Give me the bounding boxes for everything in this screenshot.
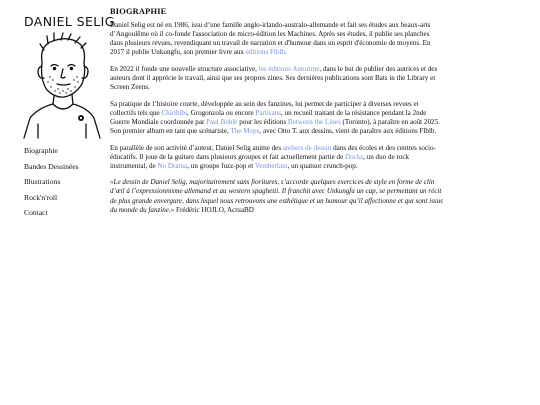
link-partisans[interactable]: Partisans bbox=[255, 108, 282, 117]
link-paul-bohle[interactable]: Paul Bohle bbox=[206, 117, 238, 126]
paragraph-text: , avec Otto T. aux dessins, vient de paraître aux éditions Flblb. bbox=[259, 126, 437, 135]
bio-paragraph-2 bbox=[110, 65, 444, 92]
link-the-mops[interactable]: The Mops bbox=[230, 126, 260, 135]
paragraph-text: , Grogonzola ou encore bbox=[187, 108, 256, 117]
paragraph-text: En 2022 il fonde une nouvelle structure associative, bbox=[110, 64, 259, 73]
site-logo[interactable]: DANIEL SELIG bbox=[24, 14, 115, 29]
nav-item-biographie[interactable]: Biographie bbox=[24, 146, 58, 155]
press-quote bbox=[110, 178, 444, 214]
link-between-the-lines[interactable]: Between the Lines bbox=[287, 117, 341, 126]
paragraph-text: , un groupe fuzz-pop et bbox=[187, 161, 255, 170]
paragraph-text: , dans le but de publier des autrices et des auteurs dont il apprécie le travail, ainsi que ses propres zines. Ses dernières publications sont Bats in the Library et Screen Zeens. bbox=[110, 64, 438, 92]
link-editions-flblb[interactable]: éditions Flblb bbox=[245, 48, 285, 57]
bio-paragraph-3 bbox=[110, 100, 444, 136]
paragraph-text: (Toronto), à paraître en août 2025. Son premier album en tant que scénariste, bbox=[110, 117, 440, 135]
link-docks[interactable]: Docks bbox=[345, 152, 364, 161]
link-chiribibi[interactable]: Chiribibi bbox=[161, 108, 188, 117]
main-content bbox=[110, 7, 444, 215]
quote-author: Frédéric HOJLO, ActuaBD bbox=[174, 205, 254, 214]
paragraph-text: , un quatuor crunch-pop. bbox=[287, 161, 358, 170]
portrait-icon bbox=[20, 32, 102, 140]
paragraph-text: Sa pratique de l’histoire courte, développée au sein des fanzines, lui permet de participer à diverses revues et collectifs tels que bbox=[110, 99, 419, 117]
paragraph-text: En parallèle de son activité d’auteur, Daniel Selig anime des bbox=[110, 143, 283, 152]
page-title: BIOGRAPHIE bbox=[110, 7, 167, 16]
paragraph-text: Daniel Selig est né en 1986, issu d’une famille anglo-irlando-australo-allemande et fait ses études aux beaux-arts d’Angoulême où il co-fonde l'association de micro-édition les Machines. Après ses études, il publie ses planches dans plusieurs revues, revendiquant un travail de narration et d'humour dans un esprit d'économie de moyens. En 2017 il publie Unkungfu, son premier livre aux bbox=[110, 21, 431, 57]
paragraph-text: pour les éditions bbox=[237, 117, 288, 126]
quote-text: «Le dessin de Daniel Selig, majoritairement sans fioritures, s’accorde quelques exercices de style en forme de clin d’œil à l’expressionnisme allemand et au western spaghetti. Il franchit avec Unkungfu un cap, se permettant un récit de plus grande envergure, dans lequel nous retrouvons une esthétique et un humour qu’il affectionne et qui sont issus du monde du fanzine.» bbox=[110, 178, 443, 214]
nav-item-rocknroll[interactable]: Rock'n'roll bbox=[24, 192, 58, 202]
link-ateliers-de-dessin[interactable]: ateliers de dessin bbox=[282, 143, 332, 152]
link-vemberlain[interactable]: Vemberlain bbox=[254, 161, 288, 170]
bio-paragraph-1 bbox=[110, 21, 444, 57]
link-editions-autorime[interactable]: les éditions Autorime bbox=[258, 64, 320, 73]
nav-item-contact[interactable]: Contact bbox=[24, 208, 48, 217]
nav-item-bandes-dessinees[interactable]: Bandes Dessinées bbox=[24, 161, 79, 171]
nav-item-illustrations[interactable]: Illustrations bbox=[24, 177, 61, 186]
paragraph-text: , un recueil traitant de la résistance pendant la 2nde Guerre Mondiale coordonnée par bbox=[110, 108, 427, 126]
main-navigation bbox=[24, 146, 79, 224]
paragraph-text: , un duo de rock instrumental, de bbox=[110, 152, 410, 170]
bio-paragraph-4 bbox=[110, 144, 444, 171]
paragraph-text: . bbox=[284, 48, 287, 57]
link-no-drama[interactable]: No Drama bbox=[157, 161, 188, 170]
paragraph-text: dans des écoles et des centres socio-éducatifs. Il joue de la guitare dans plusieurs groupes et fait actuellement partie de bbox=[110, 143, 436, 161]
